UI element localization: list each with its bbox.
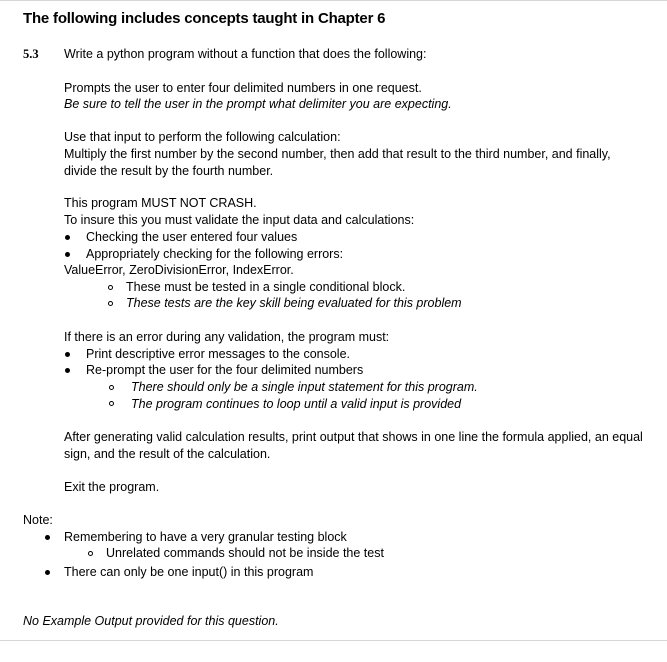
validate-subitem-2: These tests are the key skill being evaluated for this problem xyxy=(126,296,462,310)
error-item-2: Re-prompt the user for the four delimited numbers xyxy=(86,363,364,377)
validate-intro: To insure this you must validate the input data and calculations: xyxy=(64,213,415,227)
must-not-crash: This program MUST NOT CRASH. xyxy=(64,196,257,210)
validate-item-1: Checking the user entered four values xyxy=(86,230,298,244)
bullet-icon xyxy=(65,352,70,357)
error-item-1: Print descriptive error messages to the console. xyxy=(86,347,351,361)
exit-line: Exit the program. xyxy=(64,480,160,494)
note-item-1: Remembering to have a very granular testing block xyxy=(64,530,347,544)
error-types: ValueError, ZeroDivisionError, IndexError. xyxy=(64,263,294,277)
bullet-icon xyxy=(65,252,70,257)
note-item-2: There can only be one input() in this program xyxy=(64,565,314,579)
note-subitem: Unrelated commands should not be inside the test xyxy=(106,546,384,560)
use-input-line: Use that input to perform the following calculation: xyxy=(64,130,341,144)
hollow-bullet-icon xyxy=(108,285,113,290)
hollow-bullet-icon xyxy=(88,551,93,556)
calculation-text: Multiply the first number by the second number, then add that result to the third number, and finally, divide the result by the fourth number. xyxy=(64,147,611,178)
question-intro: Write a python program without a function that does the following: xyxy=(64,47,427,61)
note-label: Note: xyxy=(23,513,53,527)
bullet-icon xyxy=(65,235,70,240)
hollow-bullet-icon xyxy=(108,301,113,306)
bullet-icon xyxy=(65,368,70,373)
hollow-bullet-icon xyxy=(109,385,114,390)
prompt-note: Be sure to tell the user in the prompt what delimiter you are expecting. xyxy=(64,97,452,111)
hollow-bullet-icon xyxy=(109,401,114,406)
question-number: 5.3 xyxy=(23,47,39,61)
prompt-line: Prompts the user to enter four delimited numbers in one request. xyxy=(64,81,422,95)
validate-subitem-1: These must be tested in a single conditional block. xyxy=(126,280,406,294)
validate-item-2: Appropriately checking for the following errors: xyxy=(86,247,344,261)
page-title: The following includes concepts taught in Chapter 6 xyxy=(23,10,386,27)
output-instruction: After generating valid calculation results, print output that shows in one line the formula applied, an equal sign, and the result of the calculation. xyxy=(64,430,643,461)
error-intro: If there is an error during any validation, the program must: xyxy=(64,330,390,344)
footer-note: No Example Output provided for this question. xyxy=(23,614,279,628)
bullet-icon xyxy=(45,535,50,540)
top-divider xyxy=(0,0,667,1)
bullet-icon xyxy=(45,570,50,575)
error-subitem-1: There should only be a single input statement for this program. xyxy=(131,380,478,394)
bottom-divider xyxy=(0,640,667,641)
error-subitem-2: The program continues to loop until a valid input is provided xyxy=(131,397,462,411)
